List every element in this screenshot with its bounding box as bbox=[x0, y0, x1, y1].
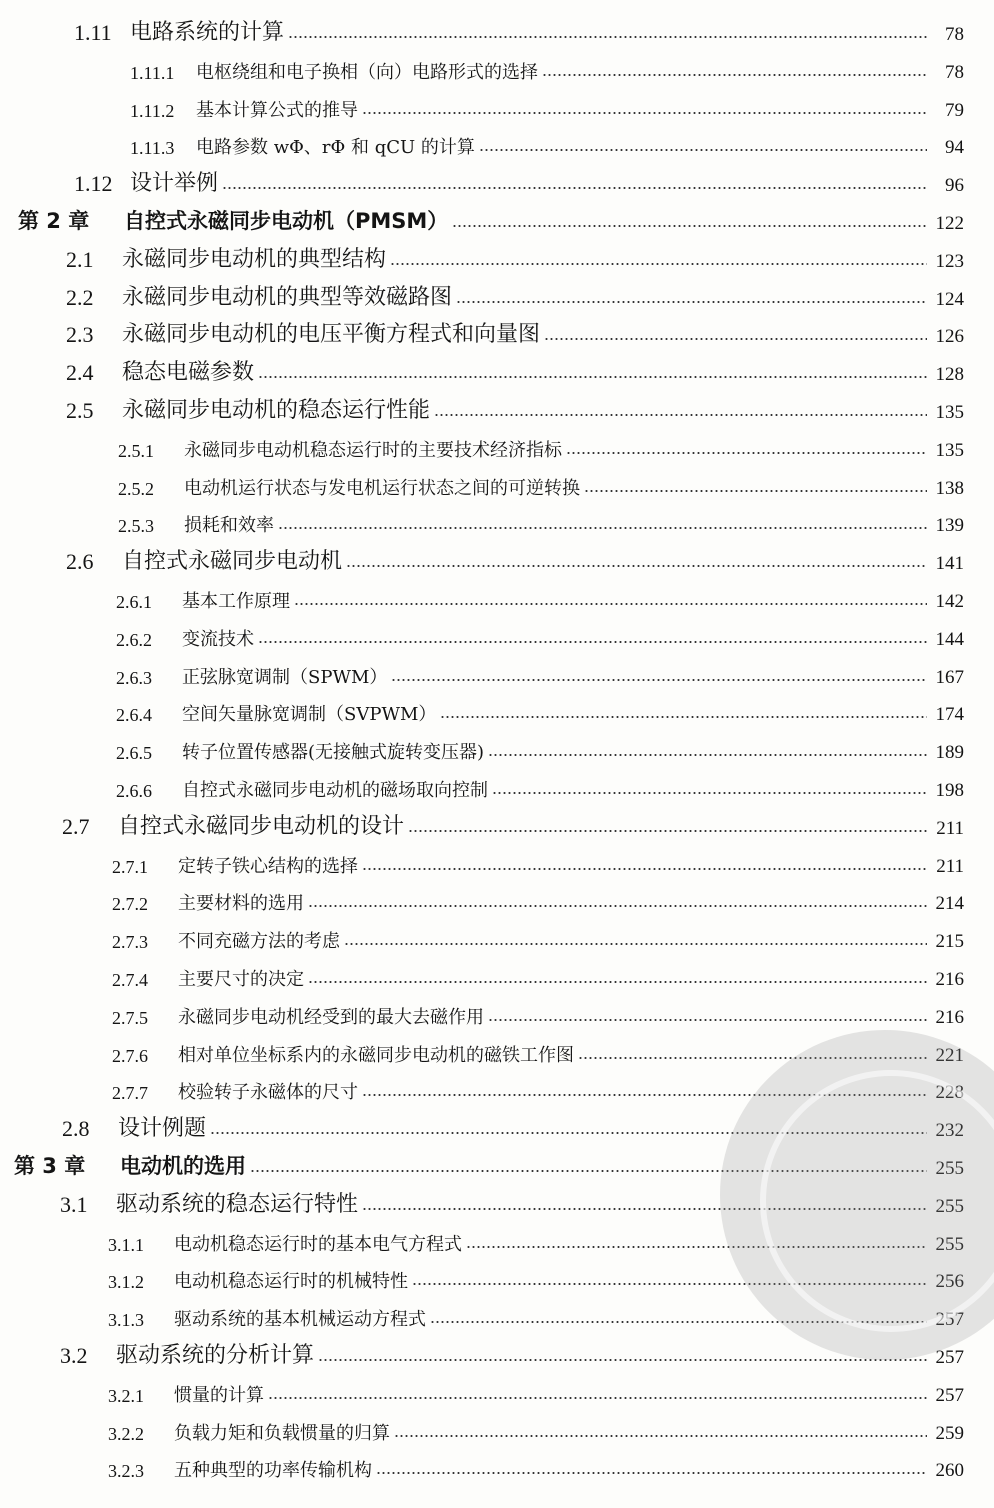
entry-page-number: 257 bbox=[935, 1347, 964, 1368]
dot-leader bbox=[440, 716, 927, 718]
dot-leader bbox=[362, 868, 927, 870]
subsection-entry bbox=[116, 768, 964, 802]
entry-title: 相对单位坐标系内的永磁同步电动机的磁铁工作图 bbox=[178, 1045, 574, 1066]
subsection-entry bbox=[112, 881, 964, 915]
entry-title: 定转子铁心结构的选择 bbox=[178, 856, 358, 877]
dot-leader bbox=[408, 830, 927, 832]
entry-page-number: 124 bbox=[935, 289, 964, 310]
dot-leader bbox=[258, 641, 927, 643]
entry-page-number: 260 bbox=[935, 1460, 964, 1481]
entry-page-number: 232 bbox=[935, 1120, 964, 1141]
entry-number: 3.1 bbox=[60, 1192, 88, 1217]
entry-title: 电路参数 wΦ、rΦ 和 qCU 的计算 bbox=[196, 137, 475, 158]
entry-number: 2.3 bbox=[66, 322, 94, 347]
dot-leader bbox=[492, 792, 927, 794]
entry-number: 1.12 bbox=[74, 171, 113, 196]
entry-page-number: 189 bbox=[935, 742, 964, 763]
dot-leader bbox=[268, 1397, 927, 1399]
entry-title: 校验转子永磁体的尺寸 bbox=[178, 1082, 358, 1103]
entry-number: 3.2.1 bbox=[108, 1386, 144, 1406]
subsection-entry bbox=[118, 466, 964, 500]
entry-title: 基本工作原理 bbox=[182, 591, 290, 612]
entry-page-number: 216 bbox=[935, 969, 964, 990]
entry-number: 2.1 bbox=[66, 247, 94, 272]
dot-leader bbox=[584, 490, 927, 492]
entry-number: 2.7.6 bbox=[112, 1046, 148, 1066]
entry-number: 2.4 bbox=[66, 360, 94, 385]
entry-title: 负载力矩和负载惯量的归算 bbox=[174, 1423, 390, 1444]
subsection-entry bbox=[130, 125, 964, 159]
entry-page-number: 228 bbox=[935, 1082, 964, 1103]
entry-title: 永磁同步电动机的电压平衡方程式和向量图 bbox=[122, 322, 541, 347]
entry-number: 3.2 bbox=[60, 1343, 88, 1368]
entry-page-number: 79 bbox=[945, 100, 964, 121]
entry-number: 2.7 bbox=[62, 814, 90, 839]
entry-number: 1.11.3 bbox=[130, 138, 175, 158]
entry-page-number: 122 bbox=[935, 213, 964, 234]
entry-title: 驱动系统的基本机械运动方程式 bbox=[174, 1309, 426, 1330]
entry-number: 第 3 章 bbox=[14, 1154, 86, 1178]
entry-title: 稳态电磁参数 bbox=[122, 360, 255, 385]
subsection-entry bbox=[116, 692, 964, 726]
entry-number: 2.6.1 bbox=[116, 592, 152, 612]
dot-leader bbox=[346, 565, 927, 567]
dot-leader bbox=[362, 112, 927, 114]
entry-number: 2.6 bbox=[66, 549, 94, 574]
entry-title: 损耗和效率 bbox=[184, 515, 274, 536]
entry-number: 2.6.2 bbox=[116, 630, 152, 650]
section-entry bbox=[66, 239, 964, 273]
entry-number: 1.11.2 bbox=[130, 101, 175, 121]
subsection-entry bbox=[112, 844, 964, 878]
entry-number: 3.2.3 bbox=[108, 1461, 144, 1481]
entry-number: 1.11.1 bbox=[130, 63, 175, 83]
subsection-entry bbox=[118, 503, 964, 537]
dot-leader bbox=[308, 905, 927, 907]
entry-title: 自控式永磁同步电动机（PMSM） bbox=[124, 209, 449, 233]
dot-leader bbox=[308, 981, 927, 983]
entry-page-number: 259 bbox=[935, 1423, 964, 1444]
dot-leader bbox=[288, 36, 927, 38]
entry-number: 3.1.3 bbox=[108, 1310, 144, 1330]
entry-title: 惯量的计算 bbox=[174, 1385, 264, 1406]
section-entry bbox=[74, 12, 964, 46]
entry-page-number: 167 bbox=[935, 667, 964, 688]
entry-number: 2.7.2 bbox=[112, 894, 148, 914]
entry-title: 电动机运行状态与发电机运行状态之间的可逆转换 bbox=[184, 478, 580, 499]
entry-number: 3.1.1 bbox=[108, 1235, 144, 1255]
entry-number: 3.1.2 bbox=[108, 1272, 144, 1292]
dot-leader bbox=[488, 1019, 927, 1021]
entry-page-number: 135 bbox=[935, 402, 964, 423]
entry-page-number: 255 bbox=[935, 1234, 964, 1255]
dot-leader bbox=[479, 149, 927, 151]
chapter-entry bbox=[18, 201, 964, 235]
dot-leader bbox=[344, 943, 927, 945]
entry-number: 2.6.3 bbox=[116, 668, 152, 688]
dot-leader bbox=[434, 414, 927, 416]
entry-number: 2.5.3 bbox=[118, 516, 154, 536]
entry-title: 永磁同步电动机经受到的最大去磁作用 bbox=[178, 1007, 484, 1028]
entry-page-number: 221 bbox=[935, 1045, 964, 1066]
entry-number: 2.7.5 bbox=[112, 1008, 148, 1028]
subsection-entry bbox=[116, 730, 964, 764]
entry-title: 基本计算公式的推导 bbox=[196, 100, 358, 121]
entry-title: 永磁同步电动机稳态运行时的主要技术经济指标 bbox=[184, 440, 562, 461]
entry-page-number: 257 bbox=[935, 1309, 964, 1330]
entry-page-number: 256 bbox=[935, 1271, 964, 1292]
entry-title: 不同充磁方法的考虑 bbox=[178, 931, 340, 952]
section-entry bbox=[62, 806, 964, 840]
entry-page-number: 139 bbox=[935, 515, 964, 536]
entry-number: 2.7.7 bbox=[112, 1083, 148, 1103]
entry-number: 第 2 章 bbox=[18, 209, 90, 233]
entry-title: 主要尺寸的决定 bbox=[178, 969, 304, 990]
entry-number: 3.2.2 bbox=[108, 1424, 144, 1444]
entry-number: 2.5 bbox=[66, 398, 94, 423]
entry-page-number: 255 bbox=[935, 1196, 964, 1217]
dot-leader bbox=[318, 1359, 927, 1361]
entry-page-number: 126 bbox=[935, 326, 964, 347]
entry-number: 2.6.4 bbox=[116, 705, 152, 725]
entry-page-number: 78 bbox=[945, 24, 964, 45]
entry-page-number: 138 bbox=[935, 478, 964, 499]
entry-page-number: 123 bbox=[935, 251, 964, 272]
entry-page-number: 142 bbox=[935, 591, 964, 612]
entry-page-number: 211 bbox=[936, 818, 964, 839]
entry-page-number: 96 bbox=[945, 175, 964, 196]
dot-leader bbox=[542, 74, 927, 76]
dot-leader bbox=[222, 187, 927, 189]
entry-number: 2.7.3 bbox=[112, 932, 148, 952]
section-entry bbox=[66, 314, 964, 348]
entry-title: 永磁同步电动机的典型等效磁路图 bbox=[122, 285, 453, 310]
dot-leader bbox=[278, 527, 927, 529]
entry-number: 2.5.1 bbox=[118, 441, 154, 461]
entry-page-number: 257 bbox=[935, 1385, 964, 1406]
entry-title: 设计例题 bbox=[118, 1116, 207, 1141]
entry-title: 驱动系统的分析计算 bbox=[116, 1343, 315, 1368]
entry-page-number: 144 bbox=[935, 629, 964, 650]
entry-page-number: 214 bbox=[935, 893, 964, 914]
entry-title: 自控式永磁同步电动机 bbox=[122, 549, 343, 574]
dot-leader bbox=[376, 1472, 927, 1474]
entry-page-number: 211 bbox=[936, 856, 964, 877]
subsection-entry bbox=[130, 88, 964, 122]
entry-page-number: 255 bbox=[935, 1158, 964, 1179]
dot-leader bbox=[391, 679, 927, 681]
subsection-entry bbox=[112, 919, 964, 953]
dot-leader bbox=[544, 338, 927, 340]
section-entry bbox=[66, 352, 964, 386]
dot-leader bbox=[294, 603, 927, 605]
entry-page-number: 135 bbox=[935, 440, 964, 461]
entry-title: 转子位置传感器(无接触式旋转变压器) bbox=[182, 742, 485, 763]
entry-page-number: 128 bbox=[935, 364, 964, 385]
entry-title: 电枢绕组和电子换相（向）电路形式的选择 bbox=[196, 62, 538, 83]
subsection-entry bbox=[116, 617, 964, 651]
subsection-entry bbox=[108, 1411, 964, 1445]
subsection-entry bbox=[112, 995, 964, 1029]
entry-number: 2.7.1 bbox=[112, 857, 148, 877]
entry-page-number: 215 bbox=[935, 931, 964, 952]
section-entry bbox=[74, 163, 964, 197]
subsection-entry bbox=[116, 655, 964, 689]
entry-title: 变流技术 bbox=[182, 629, 254, 650]
entry-page-number: 174 bbox=[935, 704, 964, 725]
entry-number: 1.11 bbox=[74, 20, 112, 45]
entry-number: 2.8 bbox=[62, 1116, 90, 1141]
entry-title: 自控式永磁同步电动机的磁场取向控制 bbox=[182, 780, 488, 801]
entry-title: 永磁同步电动机的典型结构 bbox=[122, 247, 387, 272]
dot-leader bbox=[258, 376, 927, 378]
dot-leader bbox=[390, 263, 927, 265]
subsection-entry bbox=[116, 579, 964, 613]
entry-number: 2.2 bbox=[66, 285, 94, 310]
entry-page-number: 141 bbox=[935, 553, 964, 574]
section-entry bbox=[66, 541, 964, 575]
dot-leader bbox=[488, 754, 927, 756]
entry-page-number: 198 bbox=[935, 780, 964, 801]
subsection-entry bbox=[108, 1448, 964, 1482]
entry-number: 2.7.4 bbox=[112, 970, 148, 990]
entry-number: 2.6.6 bbox=[116, 781, 152, 801]
subsection-entry bbox=[118, 428, 964, 462]
subsection-entry bbox=[112, 957, 964, 991]
dot-leader bbox=[456, 301, 927, 303]
dot-leader bbox=[452, 225, 927, 227]
entry-title: 自控式永磁同步电动机的设计 bbox=[118, 814, 405, 839]
entry-title: 电动机稳态运行时的机械特性 bbox=[174, 1271, 408, 1292]
dot-leader bbox=[394, 1435, 927, 1437]
dot-leader bbox=[566, 452, 927, 454]
entry-number: 2.5.2 bbox=[118, 479, 154, 499]
entry-title: 五种典型的功率传输机构 bbox=[174, 1460, 372, 1481]
subsection-entry bbox=[130, 50, 964, 84]
entry-title: 电动机的选用 bbox=[120, 1154, 246, 1178]
entry-page-number: 78 bbox=[945, 62, 964, 83]
entry-title: 驱动系统的稳态运行特性 bbox=[116, 1192, 359, 1217]
subsection-entry bbox=[108, 1373, 964, 1407]
entry-title: 正弦脉宽调制（SPWM） bbox=[182, 667, 388, 688]
entry-title: 设计举例 bbox=[130, 171, 219, 196]
entry-title: 空间矢量脉宽调制（SVPWM） bbox=[182, 704, 437, 725]
section-entry bbox=[66, 277, 964, 311]
entry-title: 电路系统的计算 bbox=[130, 20, 285, 45]
entry-title: 电动机稳态运行时的基本电气方程式 bbox=[174, 1234, 462, 1255]
entry-number: 2.6.5 bbox=[116, 743, 152, 763]
entry-title: 主要材料的选用 bbox=[178, 893, 304, 914]
entry-page-number: 94 bbox=[945, 137, 964, 158]
entry-title: 永磁同步电动机的稳态运行性能 bbox=[122, 398, 431, 423]
section-entry bbox=[66, 390, 964, 424]
entry-page-number: 216 bbox=[935, 1007, 964, 1028]
